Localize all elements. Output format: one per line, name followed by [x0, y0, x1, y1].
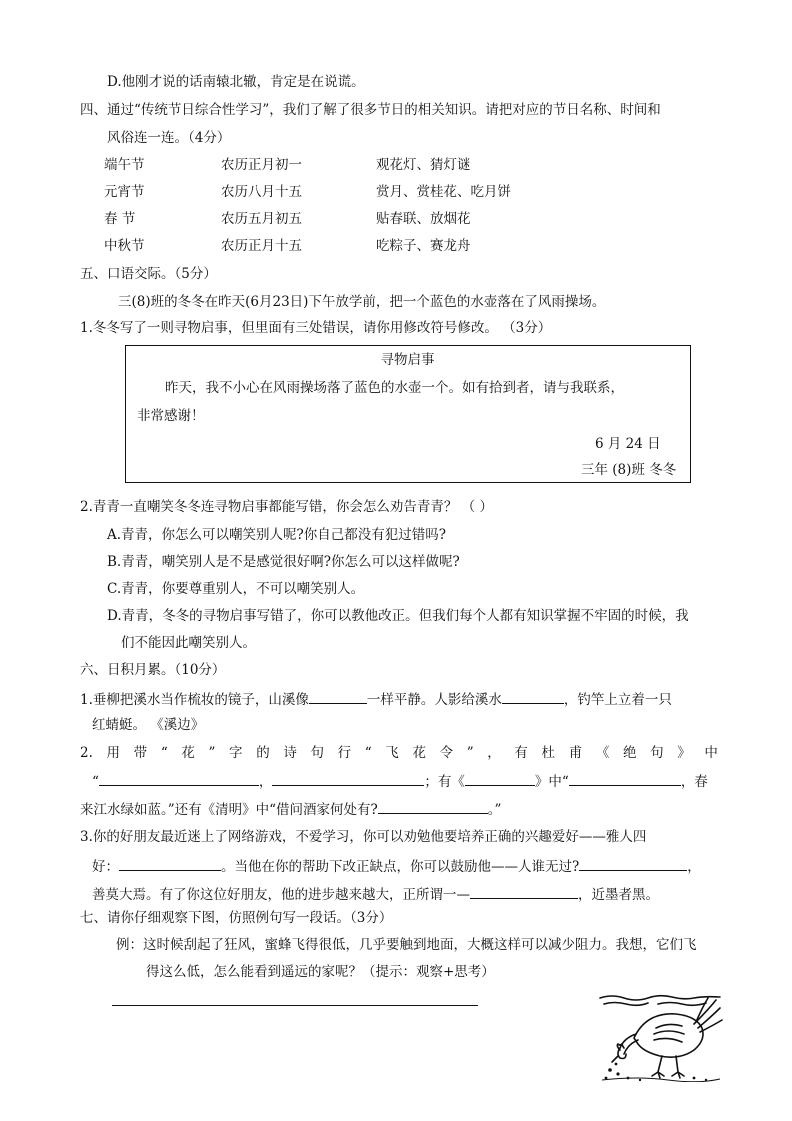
q2-char: 句 — [650, 745, 664, 761]
s6-q1-text-b: 一样平静。人影给溪水 — [366, 692, 502, 708]
option-a[interactable]: A.青青，你怎么可以嘲笑别人呢?你自己都没有犯过错吗? — [107, 527, 447, 543]
q3-text-b: 。当他在你的帮助下改正缺点，你可以鼓励他——人谁无过? — [221, 859, 580, 875]
lost-notice-box — [125, 345, 691, 483]
festival-item[interactable]: 元宵节 — [104, 184, 145, 200]
s6-q2-line3 — [80, 798, 501, 820]
notice-body-line2: 非常感谢！ — [137, 408, 205, 424]
date-item[interactable]: 农历正月初一 — [221, 157, 302, 173]
q2-char: 《 — [595, 745, 610, 761]
s7-example-line1: 例：这时候刮起了狂风，蜜蜂飞得很低，几乎要触到地面，大概这样可以减少阻力。我想，它们飞 — [116, 937, 697, 953]
fill-blank-3[interactable] — [99, 770, 259, 786]
fill-blank-9[interactable] — [579, 855, 687, 871]
q2-you: ；有《 — [424, 774, 465, 790]
q2-char: 的 — [256, 745, 270, 761]
fill-blank-10[interactable] — [470, 883, 578, 899]
q3-text-c: 善莫大焉。有了你这位好朋友，他的进步越来越大，正所谓一— — [92, 887, 470, 903]
q2-quote-open: “ — [92, 774, 99, 790]
q2-char: “ — [160, 745, 168, 761]
notice-date: 6 月 24 日 — [595, 436, 661, 452]
q2-char: 字 — [229, 745, 243, 761]
q2-char: “ — [364, 745, 372, 761]
option-d-line1[interactable]: D.青青，冬冬的寻物启事写错了，你可以教他改正。但我们每个人都有知识掌握不牢固的时候，我 — [107, 608, 689, 624]
festival-column — [104, 155, 145, 263]
date-item[interactable]: 农历八月十五 — [221, 184, 302, 200]
q2-char: 飞 — [385, 745, 399, 761]
q2-char: 带 — [133, 745, 148, 761]
s5-question-2: 2.青青一直嘲笑冬冬连寻物启事都能写错，你会怎么劝告青青？ （ ） — [80, 499, 493, 515]
s5-intro: 三(8)班的冬冬在昨天(6月23日)下午放学前，把一个蓝色的水壶落在了风雨操场。 — [118, 294, 606, 310]
q2-chun: ，春 — [680, 774, 708, 790]
q2-char: 花 — [181, 745, 195, 761]
q2-qingming: 来江水绿如蓝。”还有《清明》中“借问酒家何处有? — [80, 802, 378, 818]
s6-q3-line1: 3.你的好朋友最近迷上了网络游戏，不爱学习，你可以劝勉他要培养正确的兴趣爱好——雅人四 — [80, 829, 647, 845]
q2-char: ” — [466, 745, 474, 761]
q2-close: 。” — [487, 802, 502, 818]
s7-example-line2: 得这么低，怎么能看到遥远的家呢？（提示：观察+思考） — [146, 964, 495, 980]
custom-item[interactable]: 吃粽子、赛龙舟 — [376, 238, 471, 254]
q2-char: 甫 — [568, 745, 583, 761]
custom-item[interactable]: 贴春联、放烟花 — [376, 211, 471, 227]
custom-item[interactable]: 观花灯、猜灯谜 — [376, 157, 471, 173]
date-column — [221, 155, 302, 263]
q2-char: ， — [487, 745, 501, 761]
q2-char: 诗 — [283, 745, 297, 761]
q2-zhong: 》中“ — [534, 774, 569, 790]
q2-char: 杜 — [541, 745, 556, 761]
q2-char: 句 — [310, 745, 324, 761]
notice-title: 寻物启事 — [380, 352, 435, 368]
s6-q2-line2 — [92, 770, 708, 792]
answer-writing-line[interactable] — [112, 1005, 478, 1006]
date-item[interactable]: 农历正月十五 — [221, 238, 302, 254]
option-b[interactable]: B.青青，嘲笑别人是不是感觉很好啊?你怎么可以这样做呢? — [107, 554, 460, 570]
notice-body-line1: 昨天，我不小心在风雨操场落了蓝色的水壶一个。如有拾到者，请与我联系， — [165, 380, 624, 396]
s6-q1-line1 — [80, 688, 672, 710]
custom-item[interactable]: 赏月、赏桂花、吃月饼 — [376, 184, 511, 200]
q2-char: 》 — [677, 745, 691, 761]
fill-blank-1[interactable] — [309, 688, 367, 704]
s6-q2-line1 — [80, 743, 718, 763]
custom-column — [376, 155, 511, 263]
q2-char: 有 — [514, 745, 528, 761]
q2-char: 行 — [337, 745, 352, 761]
s4-title-line2: 风俗连一连。（4分） — [107, 130, 231, 146]
q2-char: ” — [208, 745, 216, 761]
q2-char: 花 — [412, 745, 426, 761]
fill-blank-6[interactable] — [569, 770, 681, 786]
fill-blank-8[interactable] — [119, 855, 221, 871]
notice-signature: 三年 (8)班 冬冬 — [581, 462, 677, 478]
s7-title: 七、请你仔细观察下图，仿照例句写一段话。（3分） — [80, 910, 393, 926]
q2-char: 中 — [704, 745, 718, 761]
q3-comma: ， — [687, 859, 701, 875]
s6-q3-line2 — [92, 855, 701, 877]
festival-item[interactable]: 中秋节 — [104, 238, 145, 254]
q2-char: 2. — [80, 745, 93, 761]
s4-title-line1: 四、通过“传统节日综合性学习”，我们了解了很多节日的相关知识。请把对应的节日名称、时间和 — [80, 102, 661, 118]
festival-item[interactable]: 春 节 — [104, 211, 136, 227]
q2-char: 绝 — [622, 745, 637, 761]
s6-title: 六、日积月累。（10分） — [80, 662, 226, 678]
date-item[interactable]: 农历五月初五 — [221, 211, 302, 227]
s6-q1-text-c: ，钓竿上立着一只 — [563, 692, 672, 708]
q3-option-d: D.他刚才说的话南辕北辙，肯定是在说谎。 — [107, 74, 365, 90]
fill-blank-4[interactable] — [272, 770, 424, 786]
hen-illustration — [598, 992, 724, 1082]
s5-question-1: 1.冬冬写了一则寻物启事，但里面有三处错误，请你用修改符号修改。 （3分） — [80, 320, 552, 336]
s6-q1-line2: 红蜻蜓。 《溪边》 — [92, 717, 205, 733]
q2-char: 用 — [106, 745, 121, 761]
q3-text-d: ，近墨者黑。 — [578, 887, 659, 903]
q2-comma: ， — [258, 774, 273, 790]
fill-blank-5[interactable] — [465, 770, 535, 786]
s6-q1-text-a: 1.垂柳把溪水当作梳妆的镜子，山溪像 — [80, 692, 309, 708]
q2-char: 令 — [439, 745, 454, 761]
option-c[interactable]: C.青青，你要尊重别人，不可以嘲笑别人。 — [107, 581, 365, 597]
fill-blank-2[interactable] — [502, 688, 564, 704]
s6-q3-line3 — [92, 883, 659, 905]
q3-hao: 好： — [92, 859, 119, 875]
s5-title: 五、口语交际。（5分） — [80, 266, 217, 282]
fill-blank-7[interactable] — [378, 798, 488, 814]
festival-item[interactable]: 端午节 — [104, 157, 145, 173]
option-d-line2[interactable]: 们不能因此嘲笑别人。 — [121, 635, 256, 651]
